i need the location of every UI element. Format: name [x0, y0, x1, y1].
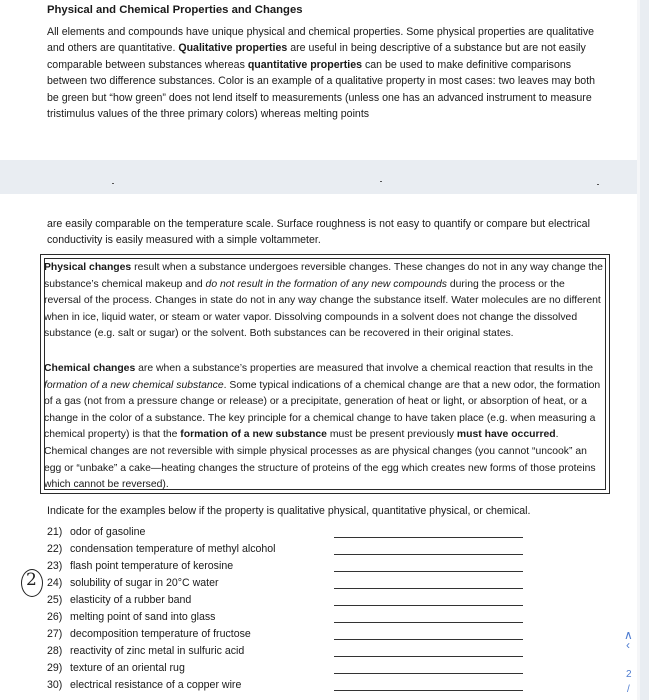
page-break-gap: [0, 160, 640, 194]
page-separator-glyph: /: [627, 684, 630, 695]
question-number: 23): [47, 560, 63, 572]
question-text: solubility of sugar in 20°C water: [70, 577, 219, 589]
question-number: 27): [47, 628, 63, 640]
chevron-left-icon[interactable]: ‹: [626, 638, 630, 652]
answer-line[interactable]: [334, 673, 523, 674]
question-text: odor of gasoline: [70, 526, 146, 538]
scroll-gutter: [640, 0, 649, 700]
page-number-indicator: 2: [626, 669, 632, 680]
document-title: Physical and Chemical Properties and Changes: [47, 4, 303, 16]
question-item: [47, 628, 547, 645]
question-number: 22): [47, 543, 63, 555]
answer-line[interactable]: [334, 622, 523, 623]
answer-line[interactable]: [334, 690, 523, 691]
question-item: [47, 611, 547, 628]
answer-line[interactable]: [334, 605, 523, 606]
question-number: 21): [47, 526, 63, 538]
answer-line[interactable]: [334, 639, 523, 640]
question-text: reactivity of zinc metal in sulfuric acid: [70, 645, 245, 657]
question-text: electrical resistance of a copper wire: [70, 679, 242, 691]
instructions: Indicate for the examples below if the property is qualitative physical, quantitative physical, or chemical.: [47, 505, 531, 517]
answer-line[interactable]: [334, 537, 523, 538]
question-item: [47, 560, 547, 577]
question-item: [47, 577, 547, 594]
question-text: flash point temperature of kerosine: [70, 560, 234, 572]
question-number: 24): [47, 577, 63, 589]
physical-changes-paragraph: Physical changes result when a substance undergoes reversible changes. These changes do not in any way change the substance’s chemical makeup and do not result in the formation of any new compounds during the process or the reversal of the process. Changes in state do not in any way change the substance itself. Water molecules are no different when in ice, liquid water, or steam or water vapor. Dissolving compounds in a solvent does not change the dissolved substance (e.g. salt or sugar) or the solvent. Both substances can be recovered in their original states.: [44, 262, 603, 340]
answer-line[interactable]: [334, 588, 523, 589]
question-text: decomposition temperature of fructose: [70, 628, 251, 640]
scan-speck: [380, 181, 382, 182]
intro-continued-paragraph: are easily comparable on the temperature scale. Surface roughness is not easy to quantify or compare but electrical conductivity is easily measured with a simple voltammeter.: [47, 218, 590, 247]
answer-line[interactable]: [334, 656, 523, 657]
question-item: [47, 543, 547, 560]
question-text: texture of an oriental rug: [70, 662, 185, 674]
question-number: 26): [47, 611, 63, 623]
intro-paragraph: All elements and compounds have unique physical and chemical properties. Some physical properties are qualitative and others are quantitative. Qualitative properties are useful in being descriptive of a substance but are not easily comparable between substances whereas quantitative properties can be used to make definitive comparisons between two difference substances. Color is an example of a qualitative property in most cases: two leaves may both be green but “how green” does not lend itself to measurements (unless one has an advanced instrument to measure tristimulus values of the three primary colors) whereas melting points: [47, 26, 596, 121]
chemical-changes-paragraph: Chemical changes are when a substance’s properties are measured that involve a chemical reaction that results in the formation of a new chemical substance. Some typical indications of a chemical change are that a new odor, the formation of a gas (not from a pressure change or release) or a precipitate, generation of heat or light, or absorption of heat, or a change in the color of a substance. The key principle for a chemical change to have taken place (e.g. when measuring a chemical property) is that the formation of a new substance must be present previously must have occurred. Chemical changes are not reversible with simple physical processes as are physical changes (you cannot “uncook” an egg or “unbake” a cake—heating changes the structure of proteins of the egg which creates new forms of those proteins which cannot be reversed).: [44, 363, 601, 491]
scan-speck: [597, 184, 599, 185]
answer-line[interactable]: [334, 571, 523, 572]
handwritten-annotation-number: 2: [26, 570, 37, 590]
question-number: 30): [47, 679, 63, 691]
question-text: melting point of sand into glass: [70, 611, 216, 623]
answer-line[interactable]: [334, 554, 523, 555]
question-item: [47, 594, 547, 611]
scan-speck: [112, 183, 114, 184]
question-item: [47, 526, 547, 543]
question-number: 29): [47, 662, 63, 674]
question-text: elasticity of a rubber band: [70, 594, 192, 606]
question-number: 25): [47, 594, 63, 606]
question-number: 28): [47, 645, 63, 657]
question-text: condensation temperature of methyl alcohol: [70, 543, 276, 555]
question-item: [47, 679, 547, 696]
question-item: [47, 645, 547, 662]
question-item: [47, 662, 547, 679]
scroll-up-icon[interactable]: ∧: [624, 628, 633, 642]
question-list: [47, 526, 547, 696]
